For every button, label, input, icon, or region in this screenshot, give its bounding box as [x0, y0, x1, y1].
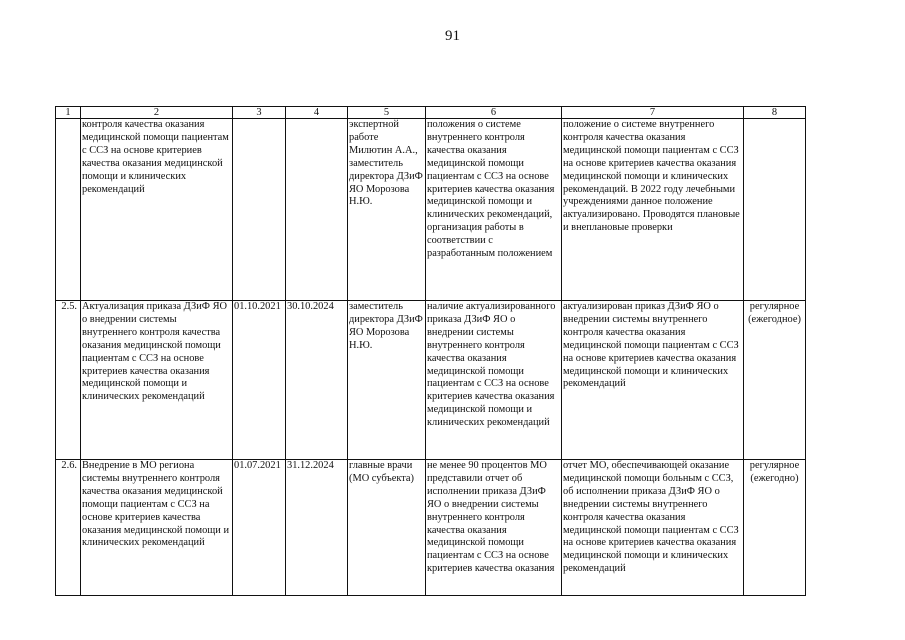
page-number: 91: [445, 28, 460, 44]
frequency: регулярное (ежегодное): [744, 301, 806, 460]
header-cell-6: 6: [426, 107, 562, 119]
expected-result: положения о системе внутреннего контроля качества оказания медицинской помощи пациентам с ССЗ на основе критериев качества оказания медицинской помощи и клинических рекомендаций, организация работы в соответствии с разработанным положением: [426, 119, 562, 301]
expected-result: наличие актуализированного приказа ДЗиФ ЯО о внедрении системы внутреннего контроля качества оказания медицинской помощи пациентам с ССЗ на основе критериев качества оказания медицинской помощи и клинических рекомендаций: [426, 301, 562, 460]
report-text: отчет МО, обеспечивающей оказание медицинской помощи больным с ССЗ, об исполнении приказа ДЗиФ ЯО о внедрении системы внутреннего контроля качества оказания медицинской помощи пациентам с ССЗ на основе критериев качества оказания медицинской помощи и клинических рекомендаций: [562, 460, 744, 596]
row-number: [56, 119, 81, 301]
table-row: [56, 301, 806, 460]
header-cell-7: 7: [562, 107, 744, 119]
header-cell-8: 8: [744, 107, 806, 119]
responsible: экспертной работе Милютин А.А., заместитель директора ДЗиФ ЯО Морозова Н.Ю.: [348, 119, 426, 301]
plan-table: [55, 106, 806, 596]
report-text: актуализирован приказ ДЗиФ ЯО о внедрении системы внутреннего контроля качества оказания медицинской помощи пациентам с ССЗ на основе критериев качества оказания медицинской помощи и клинических рекомендаций: [562, 301, 744, 460]
responsible: заместитель директора ДЗиФ ЯО Морозова Н.Ю.: [348, 301, 426, 460]
header-cell-1: 1: [56, 107, 81, 119]
row-number: 2.5.: [56, 301, 81, 460]
header-cell-5: 5: [348, 107, 426, 119]
end-date: 31.12.2024: [286, 460, 348, 596]
frequency: регулярное (ежегодно): [744, 460, 806, 596]
start-date: [233, 119, 286, 301]
start-date: 01.10.2021: [233, 301, 286, 460]
activity-name: контроля качества оказания медицинской помощи пациентам с ССЗ на основе критериев качества оказания медицинской помощи и клинических рекомендаций: [81, 119, 233, 301]
header-cell-3: 3: [233, 107, 286, 119]
header-cell-2: 2: [81, 107, 233, 119]
header-row: [56, 107, 806, 119]
row-number: 2.6.: [56, 460, 81, 596]
start-date: 01.07.2021: [233, 460, 286, 596]
expected-result: не менее 90 процентов МО представили отчет об исполнении приказа ДЗиФ ЯО о внедрении системы внутреннего контроля качества оказания медицинской помощи пациентам с ССЗ на основе критериев качества оказания: [426, 460, 562, 596]
report-text: положение о системе внутреннего контроля качества оказания медицинской помощи пациентам с ССЗ на основе критериев качества оказания медицинской помощи и клинических рекомендаций. В 2022 году лечебными учреждениями данное положение актуализировано. Проводятся плановые и внеплановые проверки: [562, 119, 744, 301]
responsible: главные врачи (МО субъекта): [348, 460, 426, 596]
activity-name: Внедрение в МО региона системы внутреннего контроля качества оказания медицинской помощи пациентам с ССЗ на основе критериев качества оказания медицинской помощи и клинических рекомендаций: [81, 460, 233, 596]
table-row: [56, 119, 806, 301]
activity-name: Актуализация приказа ДЗиФ ЯО о внедрении системы внутреннего контроля качества оказания медицинской помощи пациентам с ССЗ на основе критериев качества оказания медицинской помощи и клинических рекомендаций: [81, 301, 233, 460]
table-row: [56, 460, 806, 596]
end-date: [286, 119, 348, 301]
end-date: 30.10.2024: [286, 301, 348, 460]
header-cell-4: 4: [286, 107, 348, 119]
frequency: [744, 119, 806, 301]
